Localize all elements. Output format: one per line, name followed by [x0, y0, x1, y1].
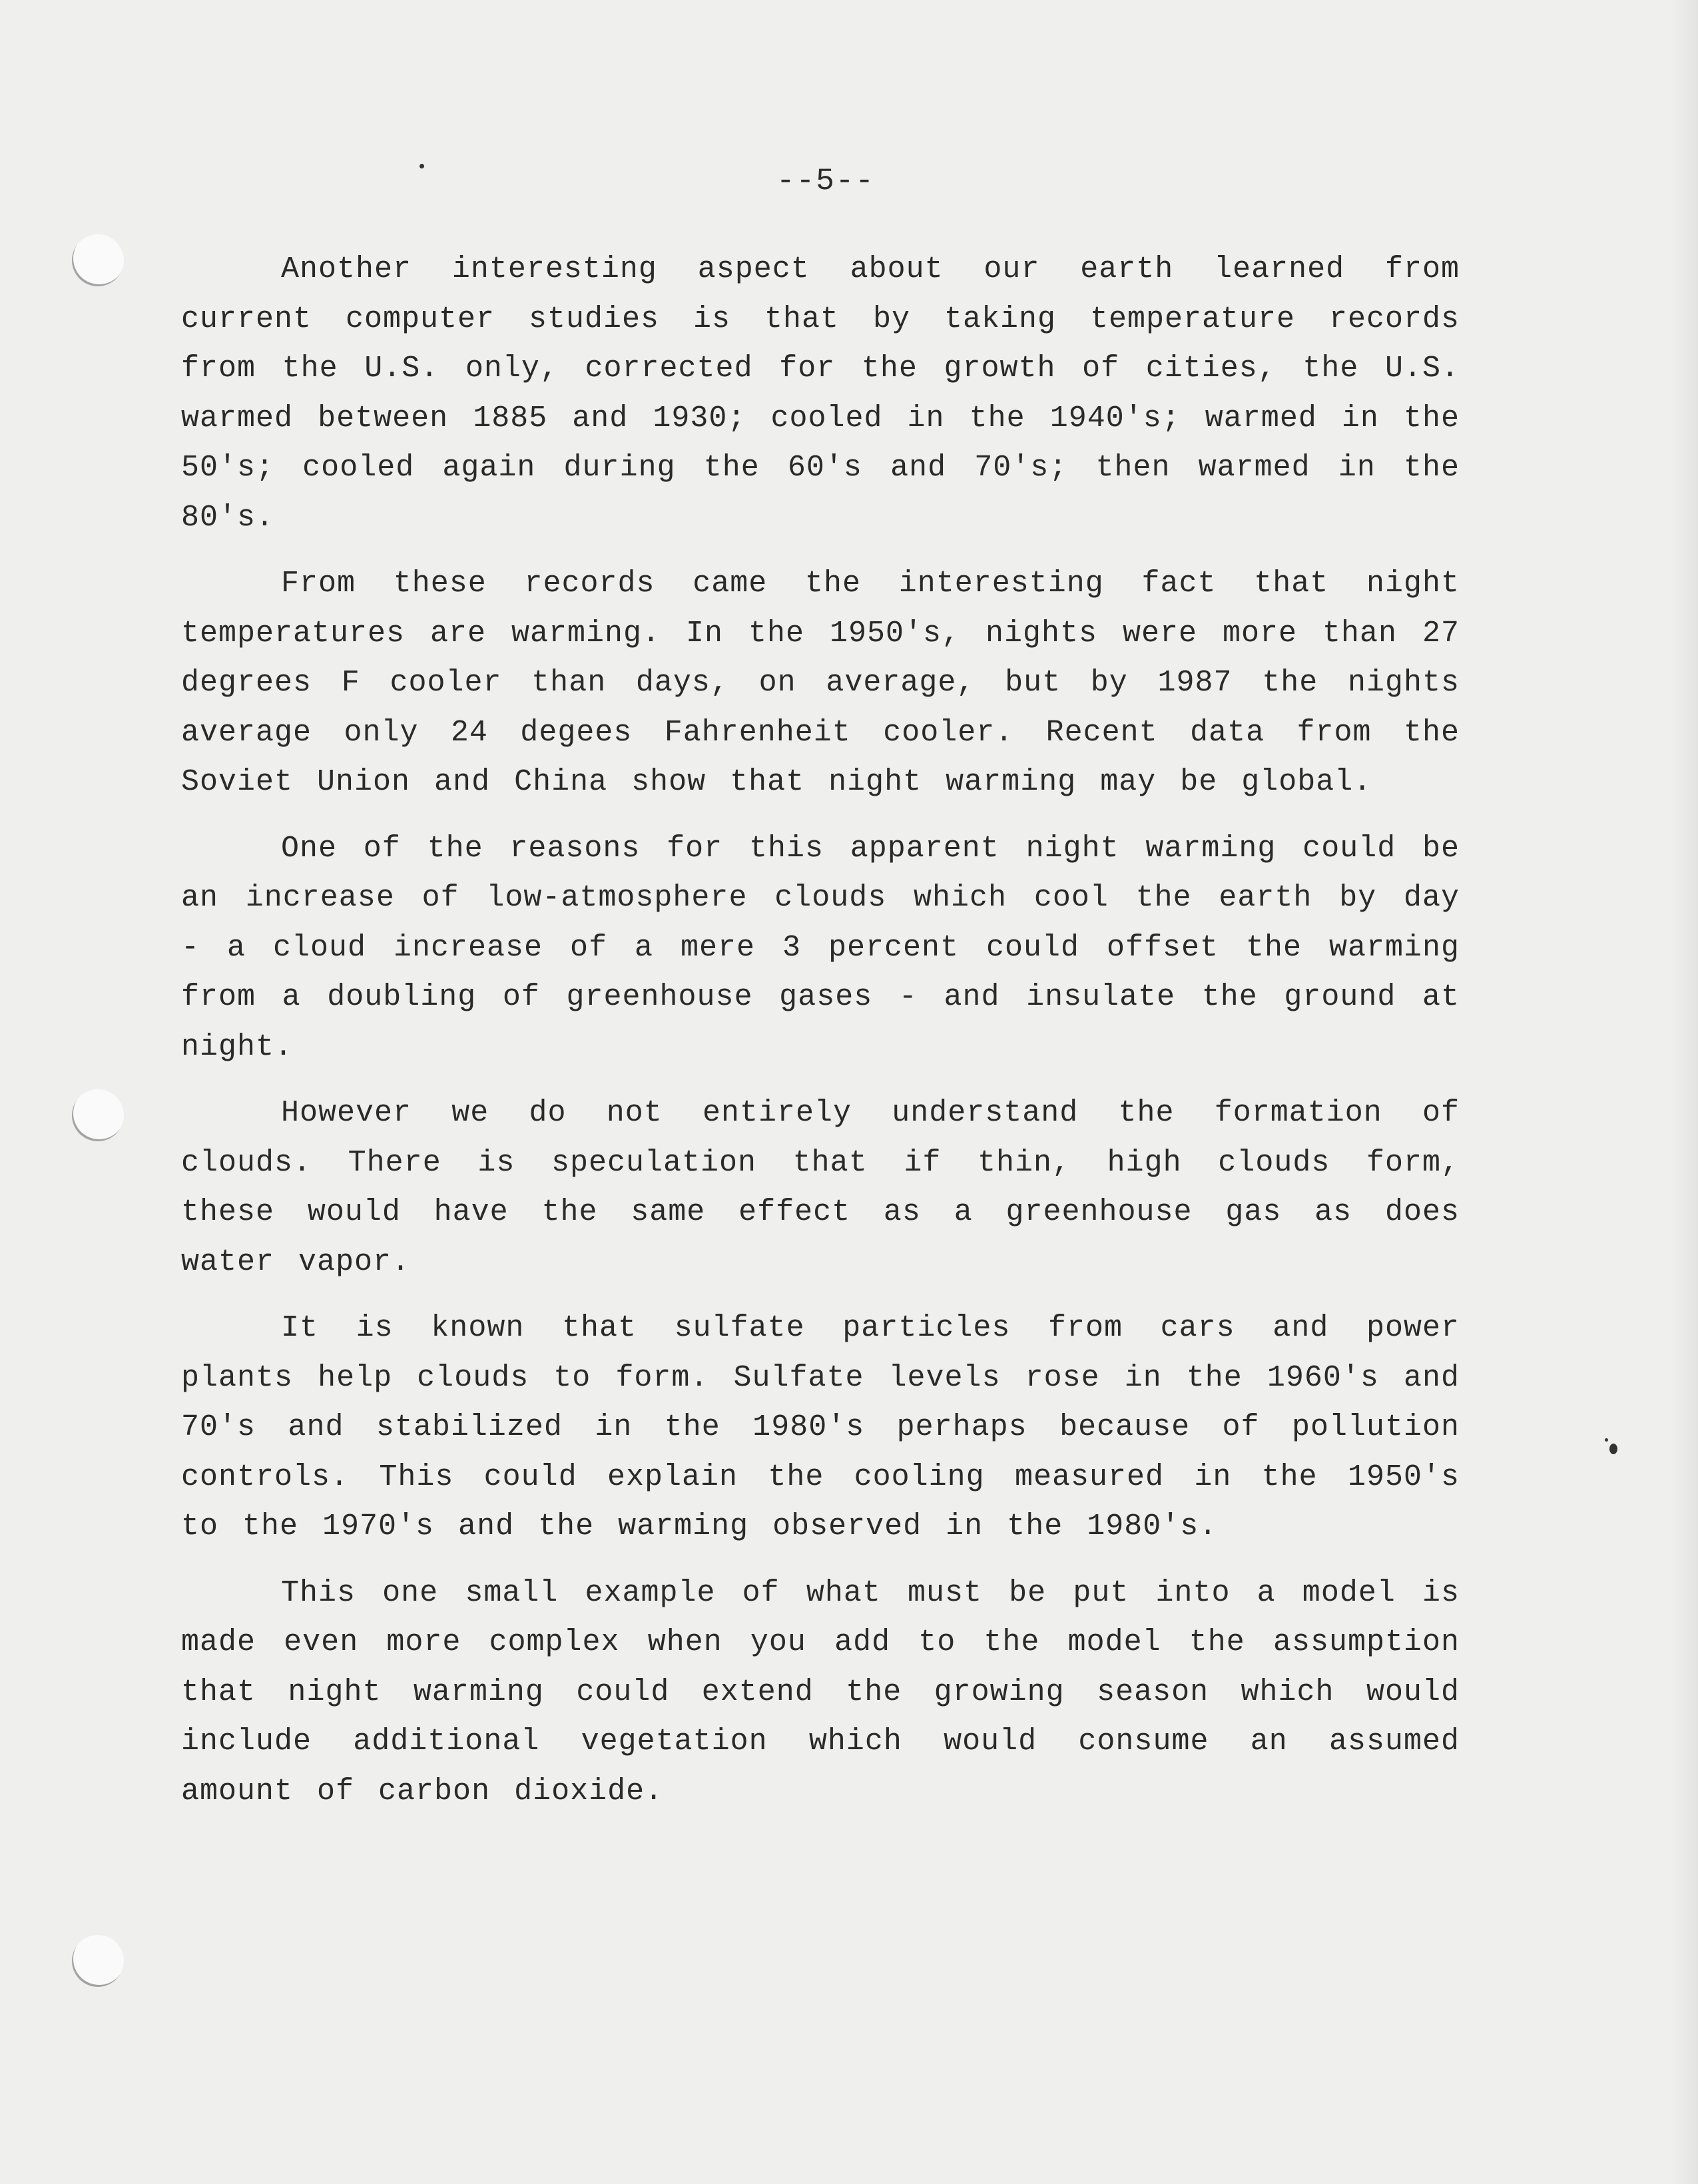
paragraph-3: One of the reasons for this apparent night warming could be an increase of low-atmosphere clouds which cool the earth by day - a cloud increase of a mere 3 percent could offset the warming from a doubling of greenhouse gases - and insulate the ground at night. — [181, 831, 1460, 1064]
page-number: --5-- — [776, 164, 876, 198]
punch-hole-bottom — [72, 1935, 124, 1987]
scan-speck — [1605, 1438, 1608, 1442]
paragraph-2: From these records came the interesting fact that night temperatures are warming. In the 1950's, nights were more than 27 degrees F cooler than days, on average, but by 1987 the nights average only 24 degees Fahrenheit cooler. Recent data from the Soviet Union and China show that night warming may be global. — [181, 567, 1460, 799]
paragraph-1: Another interesting aspect about our earth learned from current computer studies is that by taking temperature records from the U.S. only, corrected for the growth of cities, the U.S. warmed between 1885 and 1930; cooled in the 1940's; warmed in the 50's; cooled again during the 60's and 70's; then warmed in the 80's. — [181, 252, 1460, 535]
paragraph-6: This one small example of what must be put into a model is made even more complex when you add to the model the assumption that night warming could extend the growing season which would include additional vegetation which would consume an assumed amount of carbon dioxide. — [181, 1575, 1460, 1808]
scan-speck — [1609, 1444, 1617, 1454]
punch-hole-middle — [72, 1089, 124, 1141]
page-edge-shadow — [1671, 0, 1698, 2184]
body-text — [181, 245, 1460, 1833]
punch-hole-top — [72, 234, 124, 286]
paragraph-5: It is known that sulfate particles from cars and power plants help clouds to form. Sulfate levels rose in the 1960's and 70's and stabilized in the 1980's perhaps because of pollution controls. This could explain the cooling measured in the 1950's to the 1970's and the warming observed in the 1980's. — [181, 1311, 1460, 1543]
paragraph-4: However we do not entirely understand the formation of clouds. There is speculation that if thin, high clouds form, these would have the same effect as a greenhouse gas as does water vapor. — [181, 1096, 1460, 1279]
